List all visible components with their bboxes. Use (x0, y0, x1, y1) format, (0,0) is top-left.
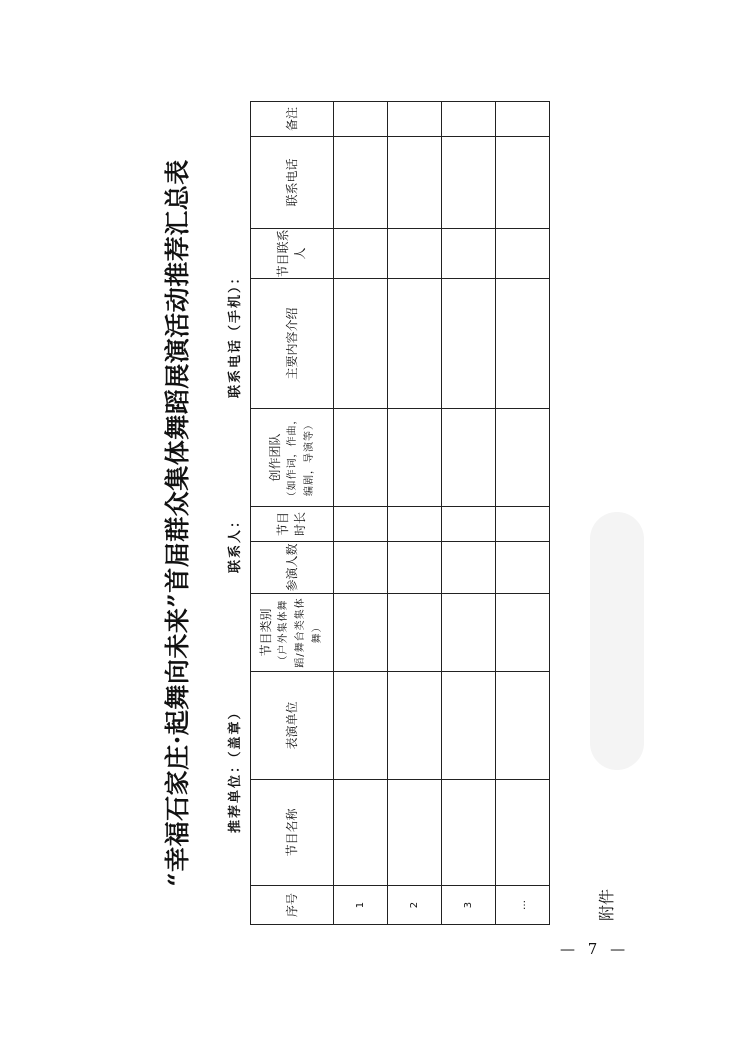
cell-contact-phone[interactable] (496, 137, 550, 229)
cell-program-contact[interactable] (334, 229, 388, 279)
cell-content-intro[interactable] (334, 279, 388, 409)
cell-creative-team[interactable] (442, 409, 496, 507)
cell-remarks[interactable] (496, 102, 550, 137)
cell-creative-team[interactable] (388, 409, 442, 507)
table-row (334, 102, 388, 925)
cell-program-name[interactable] (496, 780, 550, 886)
header-program-duration: 节目时长 (251, 507, 334, 542)
header-program-contact: 节目联系人 (251, 229, 334, 279)
cell-program-duration[interactable] (388, 507, 442, 542)
row-index: 1 (334, 886, 388, 925)
page-title: “幸福石家庄·起舞向未来”首届群众集体舞蹈展演活动推荐汇总表 (163, 159, 192, 887)
cell-performer-count[interactable] (388, 542, 442, 594)
header-performing-unit: 表演单位 (251, 672, 334, 780)
cell-contact-phone[interactable] (442, 137, 496, 229)
cell-remarks[interactable] (334, 102, 388, 137)
cell-remarks[interactable] (442, 102, 496, 137)
summary-table (250, 101, 550, 925)
row-index: 2 (388, 886, 442, 925)
cell-content-intro[interactable] (496, 279, 550, 409)
cell-program-contact[interactable] (442, 229, 496, 279)
cell-program-duration[interactable] (334, 507, 388, 542)
header-index: 序号 (251, 886, 334, 925)
header-program-category: 节目类别 （户外集体舞蹈/舞台类集体舞） (251, 594, 334, 672)
cell-performing-unit[interactable] (496, 672, 550, 780)
table-header-row (251, 102, 334, 925)
cell-program-name[interactable] (388, 780, 442, 886)
cell-program-category[interactable] (496, 594, 550, 672)
page-number: — 7 — (560, 940, 630, 958)
header-content-intro: 主要内容介绍 (251, 279, 334, 409)
attachment-label: 附件 (597, 888, 616, 921)
cell-creative-team[interactable] (334, 409, 388, 507)
cell-program-contact[interactable] (388, 229, 442, 279)
cell-program-category[interactable] (442, 594, 496, 672)
header-performer-count: 参演人数 (251, 542, 334, 594)
recommending-unit-label: 推荐单位：（盖章） (228, 704, 243, 833)
cell-performing-unit[interactable] (442, 672, 496, 780)
contact-phone-label: 联系电话（手机）： (228, 269, 243, 398)
table-row (442, 102, 496, 925)
contact-person-label: 联系人： (228, 512, 243, 573)
header-remarks: 备注 (251, 102, 334, 137)
cell-program-category[interactable] (388, 594, 442, 672)
cell-program-duration[interactable] (442, 507, 496, 542)
row-index: … (496, 886, 550, 925)
table-row (496, 102, 550, 925)
cell-program-name[interactable] (334, 780, 388, 886)
table-row (388, 102, 442, 925)
cell-performer-count[interactable] (496, 542, 550, 594)
row-index: 3 (442, 886, 496, 925)
cell-program-name[interactable] (442, 780, 496, 886)
header-contact-phone: 联系电话 (251, 137, 334, 229)
cell-performing-unit[interactable] (334, 672, 388, 780)
cell-contact-phone[interactable] (334, 137, 388, 229)
header-creative-team: 创作团队 （如作词，作曲，编剧，导演等） (251, 409, 334, 507)
cell-remarks[interactable] (388, 102, 442, 137)
cell-program-duration[interactable] (496, 507, 550, 542)
cell-content-intro[interactable] (388, 279, 442, 409)
cell-performer-count[interactable] (442, 542, 496, 594)
cell-program-category[interactable] (334, 594, 388, 672)
cell-creative-team[interactable] (496, 409, 550, 507)
cell-performer-count[interactable] (334, 542, 388, 594)
cell-performing-unit[interactable] (388, 672, 442, 780)
header-program-name: 节目名称 (251, 780, 334, 886)
cell-content-intro[interactable] (442, 279, 496, 409)
cell-contact-phone[interactable] (388, 137, 442, 229)
cell-program-contact[interactable] (496, 229, 550, 279)
